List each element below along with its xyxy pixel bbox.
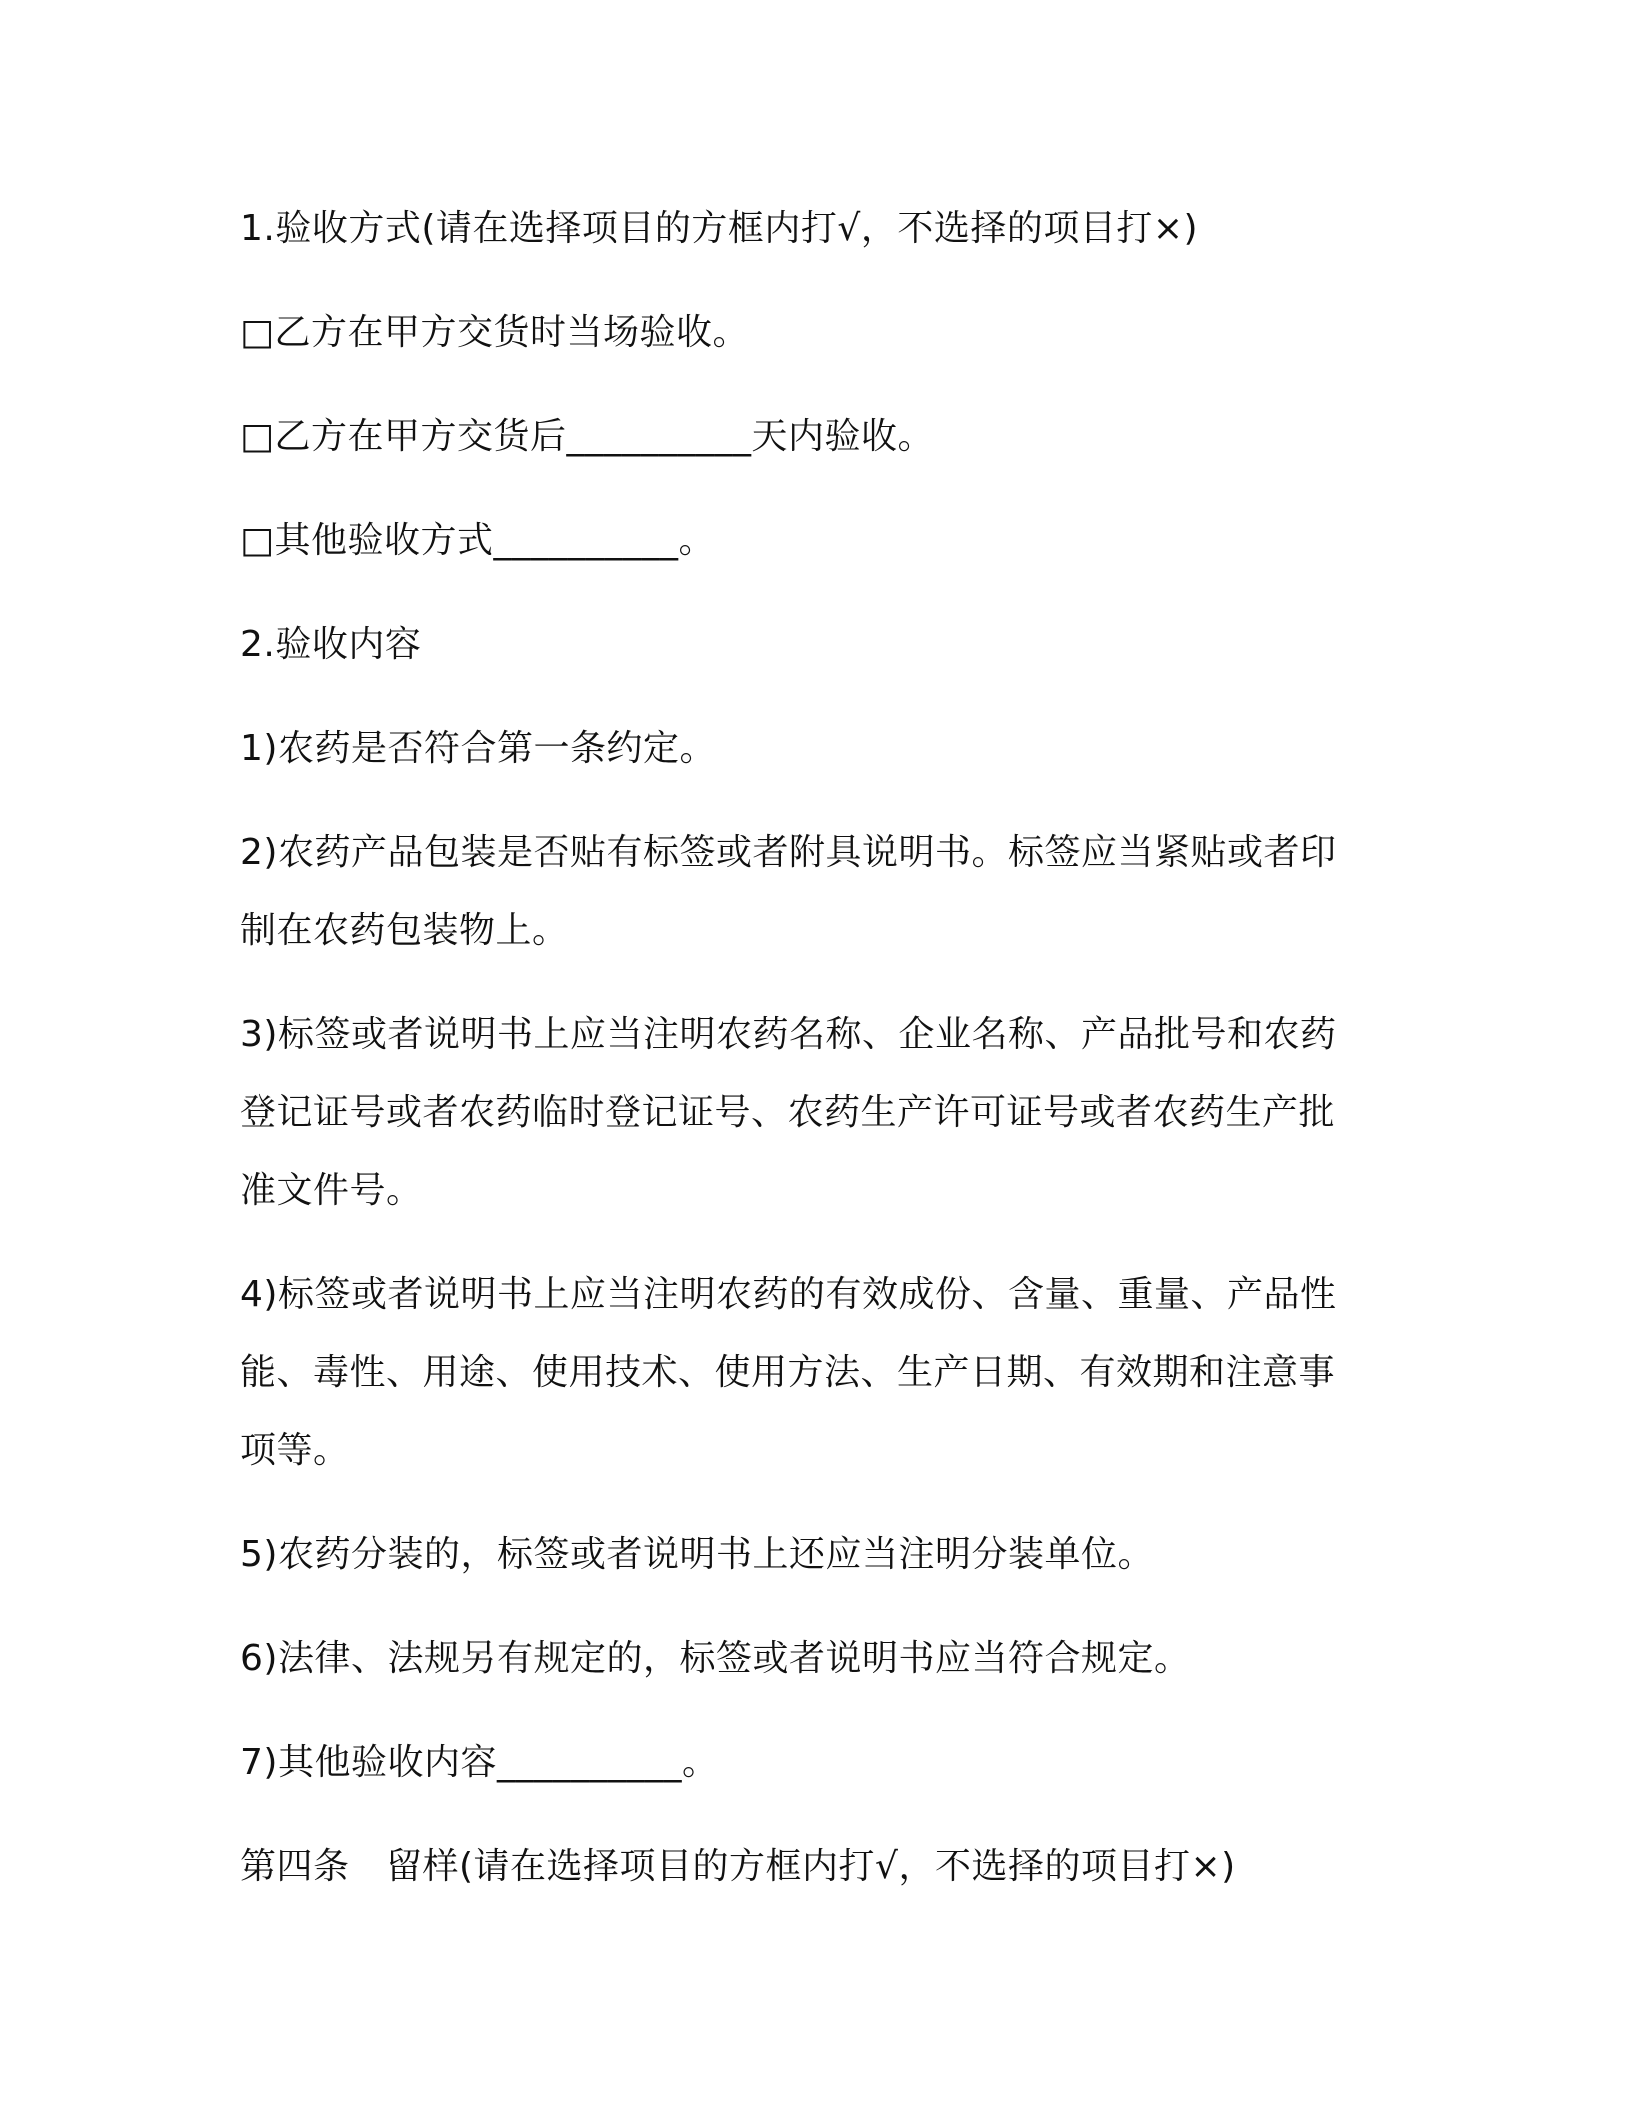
content-item-4: 4)标签或者说明书上应当注明农药的有效成份、含量、重量、产品性能、毒性、用途、使用技术、使用方法、生产日期、有效期和注意事项等。 (240, 1274, 1337, 1471)
option-days-acceptance: □乙方在甲方交货后__________天内验收。 (240, 416, 935, 457)
content-item-5: 5)农药分装的，标签或者说明书上还应当注明分装单位。 (240, 1534, 1154, 1575)
content-item-2: 2)农药产品包装是否贴有标签或者附具说明书。标签应当紧贴或者印制在农药包装物上。 (240, 832, 1337, 951)
content-item-3: 3)标签或者说明书上应当注明农药名称、企业名称、产品批号和农药登记证号或者农药临时登记证号、农药生产许可证号或者农药生产批准文件号。 (240, 1014, 1337, 1211)
content-item-1: 1)农药是否符合第一条约定。 (240, 728, 716, 769)
option-onsite-acceptance: □乙方在甲方交货时当场验收。 (240, 312, 750, 353)
content-item-7: 7)其他验收内容__________。 (240, 1742, 719, 1783)
document-body (240, 190, 1370, 1932)
content-item-6: 6)法律、法规另有规定的，标签或者说明书应当符合规定。 (240, 1638, 1191, 1679)
acceptance-method-heading: 1.验收方式(请在选择项目的方框内打√，不选择的项目打×) (240, 208, 1199, 249)
option-other-acceptance: □其他验收方式__________。 (240, 520, 716, 561)
article-four-heading: 第四条 留样(请在选择项目的方框内打√，不选择的项目打×) (240, 1846, 1236, 1887)
acceptance-content-heading: 2.验收内容 (240, 624, 422, 665)
